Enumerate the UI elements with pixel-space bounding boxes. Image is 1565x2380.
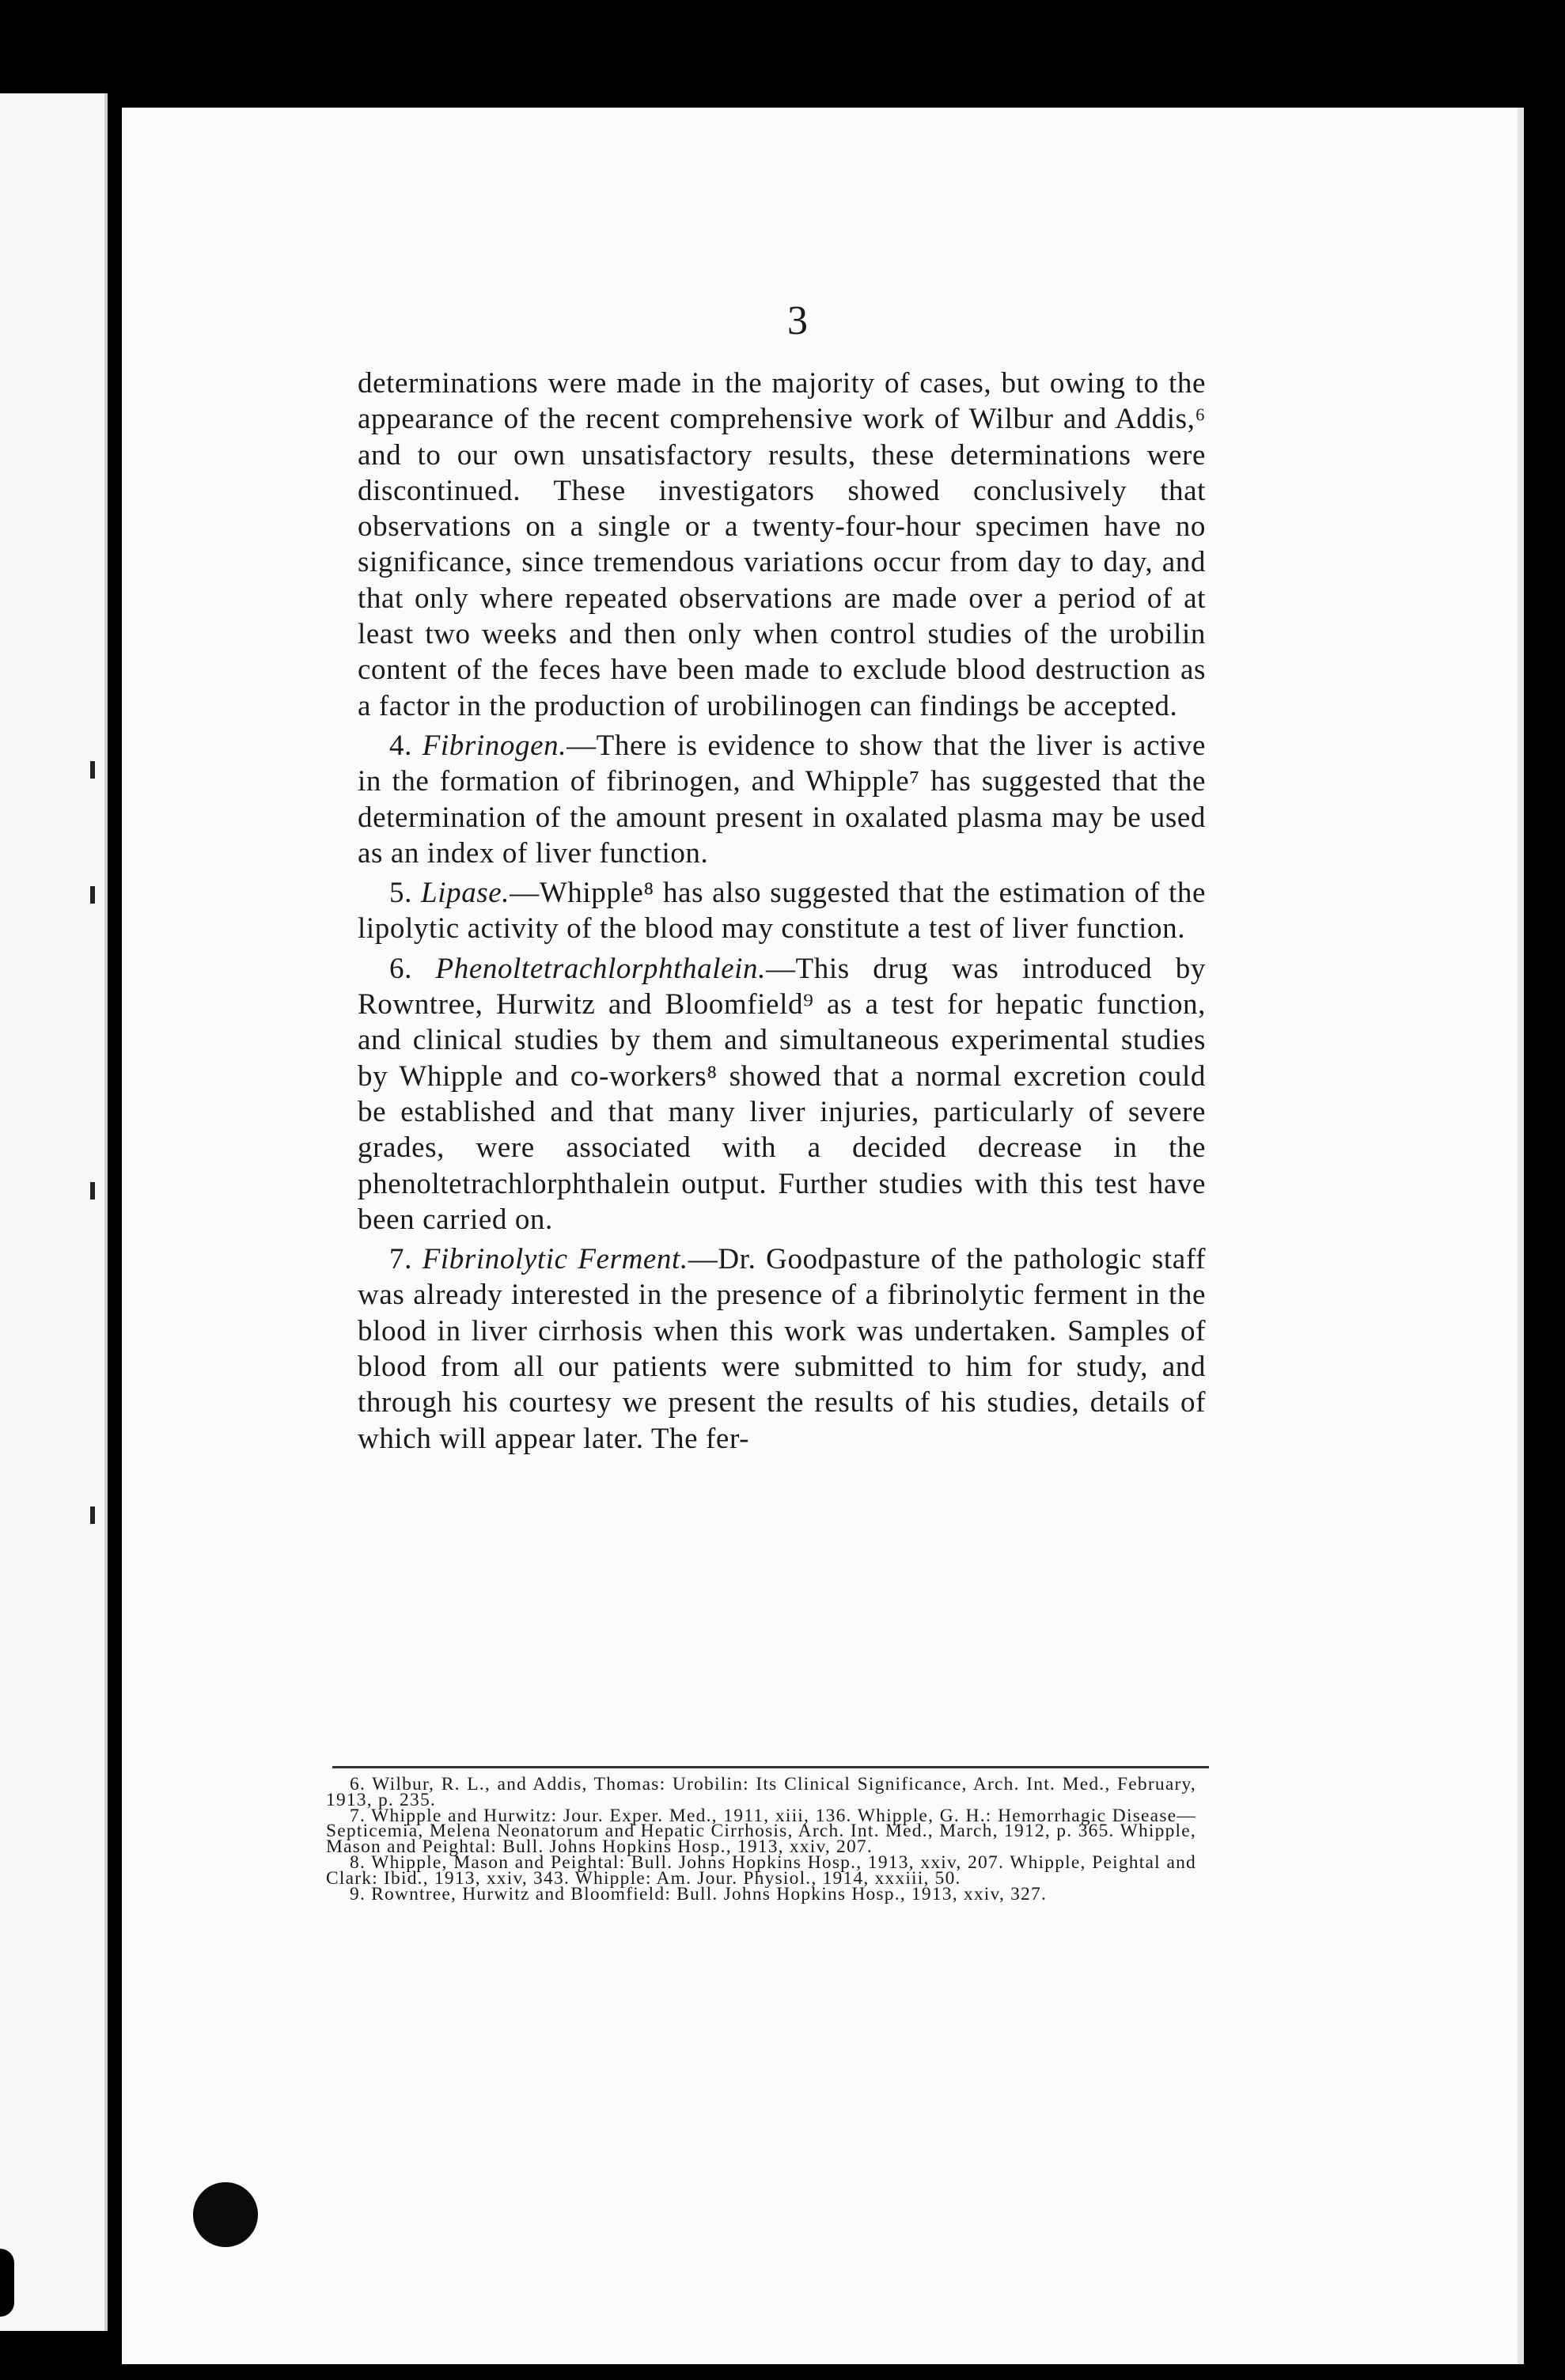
page-edge xyxy=(1518,108,1524,2364)
adjacent-page-edge xyxy=(0,93,108,2331)
binding-hole xyxy=(0,2249,14,2317)
footnote-8: 8. Whipple, Mason and Peightal: Bull. Johns Hopkins Hosp., 1913, xxiv, 207. Whipple, Peightal and Clark: Ibid., 1913, xxiv, 343. Whipple: Am. Jour. Physiol., 1914, xxxiii, 50. xyxy=(326,1851,1196,1889)
section-heading: Fibrinogen. xyxy=(422,729,567,762)
paragraph-phenoltetrachlorphthalein xyxy=(358,951,1206,1237)
paragraph-number: 7. xyxy=(389,1243,423,1276)
paragraph-text: —Whipple⁸ has also suggested that the estimation of the lipolytic activity of the blood may constitute a test of liver function. xyxy=(358,877,1206,946)
paragraph-text: —This drug was introduced by Rowntree, Hurwitz and Bloomfield⁹ as a test for hepatic function, and clinical studies by them and simultaneous experimental studies by Whipple and co-workers⁸ showed that a normal excretion could be established and that many liver injuries, particularly of severe grades, were associated with a decided decrease in the phenoltetrachlorphthalein output. Further studies with this test have been carried on. xyxy=(358,952,1206,1236)
punch-hole xyxy=(193,2182,258,2247)
body-text xyxy=(358,366,1206,1457)
paragraph-fibrinolytic-ferment xyxy=(358,1241,1206,1457)
footnote-6: 6. Wilbur, R. L., and Addis, Thomas: Urobilin: Its Clinical Significance, Arch. Int. Med., February, 1913, p. 235. xyxy=(326,1774,1196,1810)
margin-mark xyxy=(90,886,95,904)
section-heading: Phenoltetrachlorphthalein. xyxy=(435,952,766,985)
page-number: 3 xyxy=(787,298,808,343)
paragraph-fibrinogen xyxy=(358,728,1206,871)
paragraph-text: —Dr. Goodpasture of the pathologic staff was already interested in the presence of a fibrinolytic ferment in the blood in liver cirrhosis when this work was undertaken. Samples of blood from all our patients were submitted to him for study, and through his courtesy we present the results of his studies, details of which will appear later. The fer- xyxy=(358,1243,1206,1455)
paragraph-number: 6. xyxy=(389,952,436,985)
footnotes xyxy=(326,1774,1196,1904)
paragraph-number: 5. xyxy=(389,877,422,910)
section-heading: Fibrinolytic Ferment. xyxy=(422,1243,688,1276)
footnote-divider xyxy=(332,1766,1209,1768)
margin-mark xyxy=(90,1506,95,1524)
paragraph-continued xyxy=(358,366,1206,724)
paragraph-number: 4. xyxy=(389,729,423,762)
paragraph-text: —There is evidence to show that the liver is active in the formation of fibrinogen, and Whipple⁷ has suggested that the determination of the amount present in oxalated plasma may be used as an index of liver function. xyxy=(358,729,1206,870)
footnote-9: 9. Rowntree, Hurwitz and Bloomfield: Bull. Johns Hopkins Hosp., 1913, xxiv, 327. xyxy=(350,1883,1048,1904)
footnote-7: 7. Whipple and Hurwitz: Jour. Exper. Med., 1911, xiii, 136. Whipple, G. H.: Hemorrhagic Disease—Septicemia, Melena Neonatorum and Hepatic Cirrhosis, Arch. Int. Med., March, 1912, p. 365. Whipple, Mason and Peightal: Bull. Johns Hopkins Hosp., 1913, xxiv, 207. xyxy=(326,1805,1196,1858)
paragraph-text: determinations were made in the majority of cases, but owing to the appearance of the recent comprehensive work of Wilbur and Addis,⁶ and to our own unsatisfactory results, these determinations were discontinued. These investigators showed conclusively that observations on a single or a twenty-four-hour specimen have no significance, since tremendous variations occur from day to day, and that only where repeated observations are made over a period of at least two weeks and then only when control studies of the urobilin content of the feces have been made to exclude blood destruction as a factor in the production of urobilinogen can findings be accepted. xyxy=(358,367,1206,722)
margin-mark xyxy=(90,761,95,779)
margin-mark xyxy=(90,1182,95,1199)
paragraph-lipase xyxy=(358,875,1206,947)
section-heading: Lipase. xyxy=(421,877,510,910)
